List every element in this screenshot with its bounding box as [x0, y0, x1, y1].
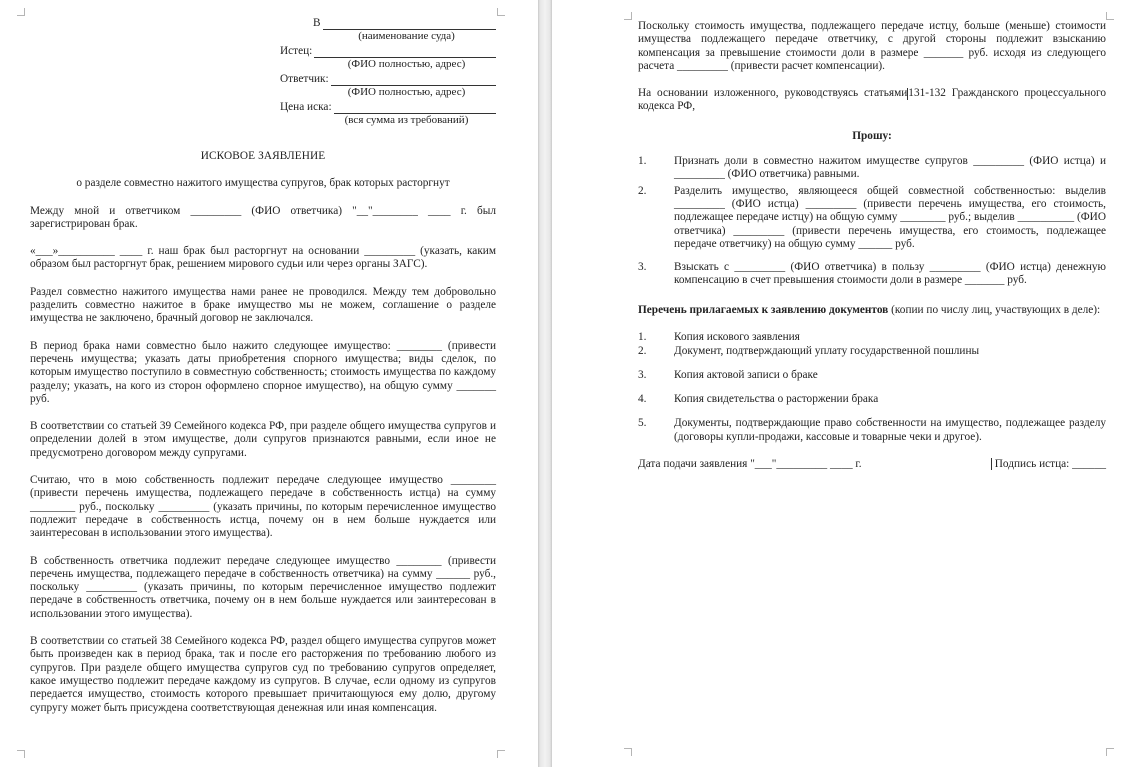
paragraph: В соответствии со статьей 39 Семейного кодекса РФ, при разделе общего имущества супругов и определении долей в этом имуществе, доли супругов признаются равными, если иное не предусмотрено договором между супругами.	[30, 420, 496, 459]
claim-price-label: Цена иска:	[280, 100, 332, 113]
addressee-block	[280, 16, 496, 128]
document-subtitle: о разделе совместно нажитого имущества супругов, брак которых расторгнут	[76, 177, 450, 190]
court-blank	[323, 18, 496, 30]
plaintiff-caption: (ФИО полностью, адрес)	[347, 58, 466, 70]
document-page-1[interactable]	[0, 0, 538, 767]
crop-mark	[624, 748, 632, 756]
attachments-list	[638, 331, 1106, 444]
filing-date-label: Дата подачи заявления "___"_________ ____ г.	[638, 457, 862, 470]
list-item-number: 1.	[638, 331, 647, 344]
list-item	[638, 369, 1106, 382]
defendant-label: Ответчик:	[280, 72, 329, 85]
signature-row	[638, 458, 1106, 471]
paragraph: В собственность ответчика подлежит передаче следующее имущество ________ (привести перечень имущества, подлежащего передаче в собственность ответчика) на сумму ______ руб., поскольку _________ (указать причины, по которым перечисленное имущество подлежит передаче в собственность ответчика, почему он в нем больше нуждается или заинтересован в использовании этого имущества).	[30, 554, 496, 620]
court-row	[313, 16, 496, 30]
list-item	[638, 345, 1106, 358]
crop-mark	[497, 750, 505, 758]
paragraph: Считаю, что в мою собственность подлежит передаче следующее имущество ________ (привести перечень имущества, подлежащего передаче в собственность истца) на сумму ________ руб., поскольку _________ (указать причины, по которым перечисленное имущество подлежит передаче в собственность истца, почему он в нем больше нуждается или заинтересован в использовании этого имущества).	[30, 474, 496, 540]
paragraph: В период брака нами совместно было нажито следующее имущество: ________ (привести перечень имущества; указать даты приобретения спорного имущества; виды сделок, по которым имущество поступило в совместную собственность; стоимость имущества по каждому разделу; указать, на кого из сторон оформлено спорное имущество), на общую сумму _______ руб.	[30, 339, 496, 405]
paragraph	[638, 87, 1106, 114]
paragraph: «___»__________ ____ г. наш брак был расторгнут на основании _________ (указать, каким образом был расторгнут брак, решением мирового судьи или через органы ЗАГС).	[30, 245, 496, 271]
claim-price-blank	[334, 102, 496, 114]
request-heading: Прошу:	[852, 129, 892, 142]
signature-area	[991, 458, 1106, 471]
paragraph: Поскольку стоимость имущества, подлежащего передаче истцу, больше (меньше) стоимости имущества подлежащего передаче ответчику, с другой стороны подлежит взысканию компенсация за превышение стоимости доли в размере _______ руб. исходя из следующего расчета _________ (привести расчет компенсации).	[638, 20, 1106, 72]
list-item-number: 5.	[638, 417, 647, 430]
list-item-text: Копия искового заявления	[674, 331, 800, 344]
crop-mark	[1106, 12, 1114, 20]
crop-mark	[1106, 748, 1114, 756]
list-item	[638, 261, 1106, 288]
document-page-2[interactable]	[552, 0, 1130, 767]
list-item-number: 2.	[638, 184, 647, 197]
list-item	[638, 185, 1106, 251]
court-label: В	[313, 16, 321, 29]
crop-mark	[17, 8, 25, 16]
list-item-text: Копия актовой записи о браке	[674, 368, 818, 381]
paragraph: Раздел совместно нажитого имущества нами ранее не проводился. Между тем добровольно разделить совместно нажитое в браке имущество мы не можем, соглашение о разделе имущества не заключено, брачный договор не заключался.	[30, 285, 496, 325]
plaintiff-label: Истец:	[280, 44, 313, 57]
attachments-heading-bold: Перечень прилагаемых к заявлению документов	[638, 303, 889, 316]
defendant-caption: (ФИО полностью, адрес)	[347, 86, 466, 98]
list-item-number: 1.	[638, 155, 647, 168]
list-item-text: Копия свидетельства о расторжении брака	[674, 392, 879, 405]
page-separator	[538, 0, 552, 767]
claim-price-caption: (вся сумма из требований)	[344, 114, 469, 126]
document-title: ИСКОВОЕ ЗАЯВЛЕНИЕ	[200, 150, 326, 162]
defendant-row	[280, 72, 496, 86]
page-1-text[interactable]	[30, 16, 496, 715]
paragraph: Между мной и ответчиком _________ (ФИО ответчика) "__"________ ____ г. был зарегистрирован брак.	[30, 204, 496, 230]
crop-mark	[624, 12, 632, 20]
claim-price-row	[280, 100, 496, 114]
text-cursor	[991, 458, 992, 470]
list-item	[638, 155, 1106, 182]
court-caption: (наименование суда)	[358, 30, 455, 42]
list-item-text: Разделить имущество, являющееся общей совместной собственностью: выделив _________ (ФИО истца) _________ (привести перечень имущества, его стоимость, подлежащее передаче истцу) на общую сумму ________ руб.; выделив __________ (ФИО ответчика) _________ (привести перечень имущества, его стоимость, подлежащее передаче ответчику) на общую сумму ______ руб.	[674, 184, 1106, 250]
legal-basis-articles: 131-132 Гражданского процессуального кодекса РФ,	[638, 87, 1106, 113]
paragraph: В соответствии со статьей 38 Семейного кодекса РФ, раздел общего имущества супругов может быть произведен как в период брака, так и после его расторжения по требованию любого из супругов. При разделе общего имущества супругов суд по требованию супругов определяет, какое имущество подлежит передаче каждому из супругов. В случае, если одному из супругов передается имущество, стоимость которого превышает причитающуюся ему долю, другому супругу может быть присуждена соответствующая денежная или иная компенсация.	[30, 635, 496, 714]
list-item-number: 3.	[638, 368, 647, 381]
page-2-text[interactable]	[638, 20, 1106, 471]
crop-mark	[497, 8, 505, 16]
list-item	[638, 331, 1106, 344]
signature-label: Подпись истца: ______	[994, 457, 1106, 470]
list-item-number: 3.	[638, 261, 647, 274]
legal-basis-text: На основании изложенного, руководствуясь статьями	[638, 87, 908, 100]
plaintiff-row	[280, 44, 496, 58]
attachments-heading	[638, 304, 1106, 317]
plaintiff-blank	[314, 46, 496, 58]
list-item-text: Документы, подтверждающие право собственности на имущество, подлежащее разделу (договоры купли-продажи, кассовые и товарные чеки и другое).	[674, 417, 1106, 443]
attachments-heading-rest: (копии по числу лиц, участвующих в деле):	[888, 303, 1101, 316]
list-item	[638, 393, 1106, 406]
list-item-text: Признать доли в совместно нажитом имуществе супругов _________ (ФИО истца) и _________ (ФИО ответчика) равными.	[674, 155, 1106, 181]
list-item-number: 4.	[638, 392, 647, 405]
list-item-number: 2.	[638, 345, 647, 358]
defendant-blank	[331, 74, 496, 86]
request-list	[638, 155, 1106, 288]
crop-mark	[17, 750, 25, 758]
list-item-text: Документ, подтверждающий уплату государственной пошлины	[674, 345, 980, 358]
list-item-text: Взыскать с _________ (ФИО ответчика) в пользу _________ (ФИО истца) денежную компенсацию в счет превышения стоимости доли в размере _______ руб.	[674, 261, 1106, 287]
list-item	[638, 417, 1106, 444]
